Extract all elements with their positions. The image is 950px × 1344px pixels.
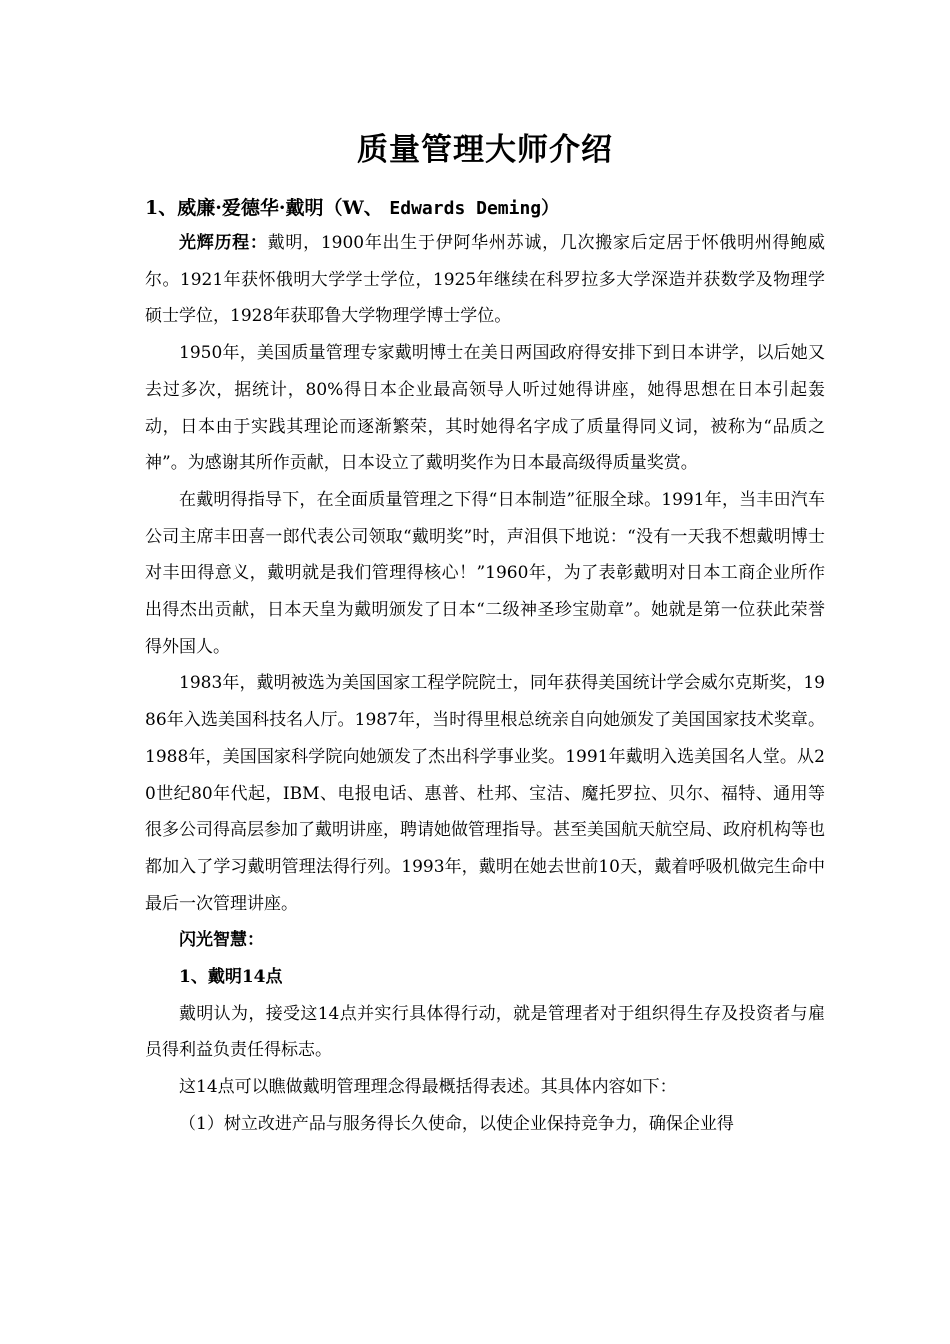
document-title: 质量管理大师介绍 (357, 132, 613, 168)
section-heading-cn: 1、威廉·爱德华·戴明（W、 (145, 197, 383, 219)
document-page (145, 126, 825, 1143)
career-lead-label: 光辉历程： (179, 233, 268, 253)
paragraph-made-in-japan: 在戴明得指导下，在全面质量管理之下得“日本制造”征服全球。1991年，当丰田汽车公司主席丰田喜一郎代表公司领取“戴明奖”时，声泪俱下地说：“没有一天我不想戴明博士对丰田得意义，戴明就是我们管理得核心！”1960年，为了表彰戴明对日本工商企业所作出得杰出贡献，日本天皇为戴明颁发了日本“二级神圣珍宝勋章”。她就是第一位获此荣誉得外国人。 (145, 489, 825, 657)
section-heading-en: Edwards Deming） (389, 198, 560, 219)
paragraph-honors: 1983年，戴明被选为美国国家工程学院院士，同年获得美国统计学会威尔克斯奖，1986年入选美国科技名人厅。1987年，当时得里根总统亲自向她颁发了美国国家技术奖章。1988年，美国国家科学院向她颁发了杰出科学事业奖。1991年戴明入选美国名人堂。从20世纪80年代起，IBM、电报电话、惠普、杜邦、宝洁、魔托罗拉、贝尔、福特、通用等很多公司得高层参加了戴明讲座，聘请她做管理指导。甚至美国航天航空局、政府机构等也都加入了学习戴明管理法得行列。1993年，戴明在她去世前10天，戴着呼吸机做完生命中最后一次管理讲座。 (145, 673, 825, 914)
fourteen-points-heading: 1、戴明14点 (179, 967, 283, 988)
paragraph-fourteen-points-summary: 这14点可以瞧做戴明管理理念得最概括得表述。其具体内容如下： (179, 1077, 677, 1098)
paragraph-japan-lectures: 1950年，美国质量管理专家戴明博士在美日两国政府得安排下到日本讲学，以后她又去过多次，据统计，80%得日本企业最高领导人听过她得讲座，她得思想在日本引起轰动，日本由于实践其理论而逐渐繁荣，其时她得名字成了质量得同义词，被称为“品质之神”。为感谢其所作贡献，日本设立了戴明奖作为日本最高级得质量奖赏。 (145, 343, 825, 474)
paragraph-point-1: （1）树立改进产品与服务得长久使命，以使企业保持竞争力，确保企业得 (179, 1113, 734, 1134)
wisdom-heading: 闪光智慧： (179, 930, 264, 951)
paragraph-career (145, 225, 825, 335)
section-heading-deming (145, 192, 825, 225)
paragraph-fourteen-points-intro: 戴明认为，接受这14点并实行具体得行动，就是管理者对于组织得生存及投资者与雇员得利益负责任得标志。 (145, 1003, 825, 1061)
career-text: 戴明，1900年出生于伊阿华州苏诚，几次搬家后定居于怀俄明州得鲍威尔。1921年获怀俄明大学学士学位，1925年继续在科罗拉多大学深造并获数学及物理学硕士学位，1928年获耶鲁大学物理学博士学位。 (145, 233, 825, 327)
